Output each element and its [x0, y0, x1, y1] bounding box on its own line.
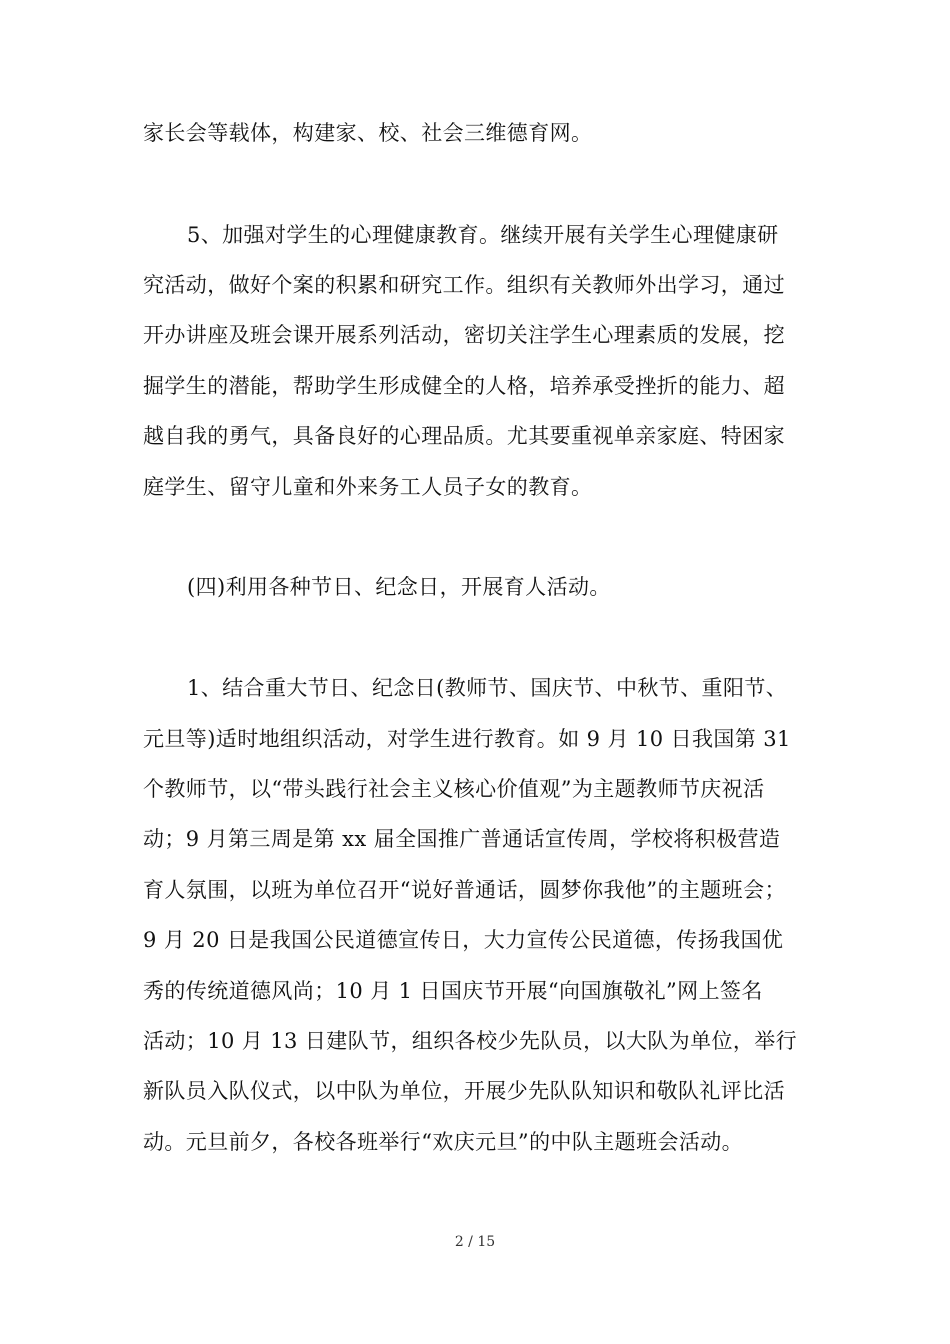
paragraph-line: 庭学生、留守儿童和外来务工人员子女的教育。	[143, 475, 593, 499]
paragraph-line: 5、加强对学生的心理健康教育。继续开展有关学生心理健康研	[187, 223, 779, 247]
paragraph-line: 掘学生的潜能，帮助学生形成健全的人格，培养承受挫折的能力、超	[143, 374, 785, 398]
page-number: 2 / 15	[454, 1234, 496, 1250]
paragraph-line: 秀的传统道德风尚；10 月 1 日国庆节开展“向国旗敬礼”网上签名	[143, 979, 763, 1003]
paragraph-line: 究活动，做好个案的积累和研究工作。组织有关教师外出学习，通过	[143, 273, 785, 297]
paragraph-line: 个教师节，以“带头践行社会主义核心价值观”为主题教师节庆祝活	[143, 777, 765, 801]
paragraph-line: 育人氛围，以班为单位召开“说好普通话，圆梦你我他”的主题班会；	[143, 878, 786, 902]
paragraph-line: 家长会等载体，构建家、校、社会三维德育网。	[143, 121, 593, 145]
paragraph-line: 1、结合重大节日、纪念日(教师节、国庆节、中秋节、重阳节、	[187, 676, 788, 700]
paragraph-line: 新队员入队仪式，以中队为单位，开展少先队队知识和敬队礼评比活	[143, 1079, 785, 1103]
paragraph-line: 动；9 月第三周是第 xx 届全国推广普通话宣传周，学校将积极营造	[143, 827, 781, 851]
paragraph-line: 9 月 20 日是我国公民道德宣传日，大力宣传公民道德，传扬我国优	[143, 928, 784, 952]
section-heading: (四)利用各种节日、纪念日，开展育人活动。	[187, 575, 611, 599]
paragraph-line: 活动；10 月 13 日建队节，组织各校少先队员，以大队为单位，举行	[143, 1029, 798, 1053]
paragraph-line: 越自我的勇气，具备良好的心理品质。尤其要重视单亲家庭、特困家	[143, 424, 785, 448]
paragraph-line: 动。元旦前夕，各校各班举行“欢庆元旦”的中队主题班会活动。	[143, 1130, 744, 1154]
paragraph-line: 开办讲座及班会课开展系列活动，密切关注学生心理素质的发展，挖	[143, 323, 785, 347]
paragraph-line: 元旦等)适时地组织活动，对学生进行教育。如 9 月 10 日我国第 31	[143, 727, 791, 751]
